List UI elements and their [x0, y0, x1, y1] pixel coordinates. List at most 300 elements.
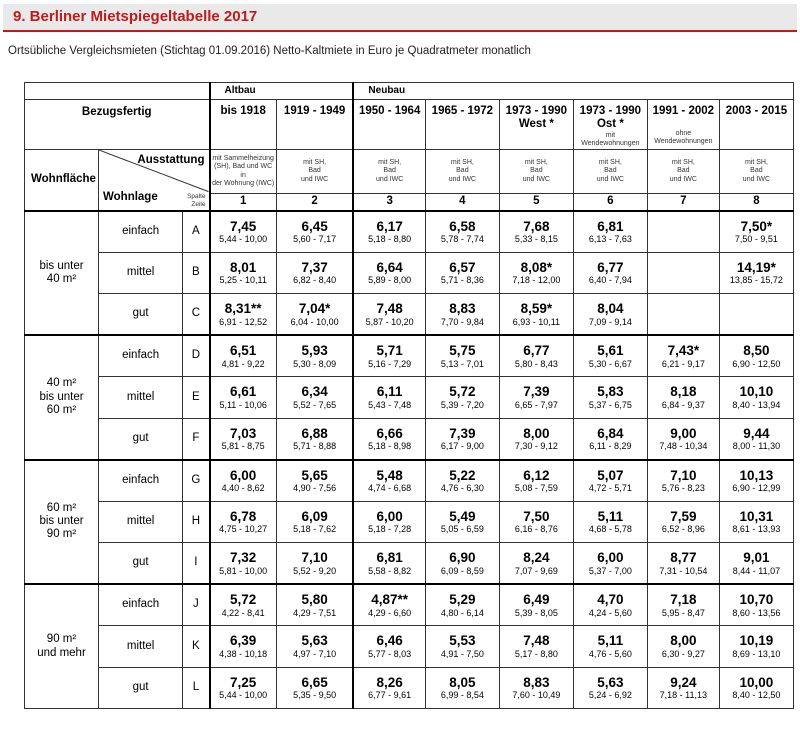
rent-value: 5,48 — [376, 467, 403, 483]
period-note: ohne Wendewohnungen — [654, 130, 713, 146]
rent-cell — [210, 211, 277, 253]
rent-cell — [499, 584, 573, 626]
table-row — [25, 501, 794, 543]
rent-cell — [353, 501, 425, 543]
altbau-header: Altbau — [210, 83, 354, 100]
rent-value: 7,68 — [523, 218, 550, 234]
rent-range: 5,17 - 8,80 — [514, 648, 558, 659]
column-number-2: 2 — [276, 194, 353, 211]
equipment-line: und IWC — [301, 175, 329, 183]
rent-range: 5,24 - 6,92 — [588, 690, 632, 701]
table-row — [25, 211, 794, 253]
rent-range: 5,11 - 10,06 — [219, 399, 267, 410]
rent-value: 10,00 — [739, 674, 774, 690]
table-row — [25, 377, 794, 419]
row-letter: K — [183, 626, 210, 668]
rent-value: 5,49 — [449, 508, 476, 524]
period-label: bis 1918 — [220, 105, 266, 117]
rent-range: 7,18 - 12,00 — [512, 275, 561, 286]
rent-value: 8,04 — [597, 301, 624, 317]
equipment-line: mit SH, — [744, 159, 768, 167]
rent-cell — [425, 543, 499, 585]
rent-cell — [573, 335, 647, 377]
rent-value: 8,05 — [449, 674, 476, 690]
rent-range: 6,91 - 12,52 — [219, 316, 268, 327]
area-line: 40 m² — [46, 272, 77, 285]
column-number-5: 5 — [499, 194, 573, 211]
row-letter: J — [183, 584, 210, 626]
rent-range: 7,31 - 10,54 — [659, 565, 708, 576]
rent-range: 13,85 - 15,72 — [729, 275, 783, 286]
rent-range: 6,77 - 9,61 — [368, 690, 412, 701]
rent-range: 6,13 - 7,63 — [588, 234, 632, 245]
rent-cell — [573, 377, 647, 419]
ausstattung-label: Ausstattung — [137, 154, 205, 166]
rent-cell — [719, 584, 793, 626]
title-bar — [3, 4, 797, 32]
wohnlage-cell: gut — [99, 667, 183, 709]
rent-cell — [719, 294, 793, 336]
rent-value: 10,31 — [739, 508, 774, 524]
row-letter: D — [183, 335, 210, 377]
rent-cell — [353, 252, 425, 294]
rent-cell — [276, 501, 353, 543]
rent-value: 7,03 — [230, 425, 257, 441]
rent-cell — [499, 211, 573, 253]
rent-cell — [719, 377, 793, 419]
rent-cell — [499, 335, 573, 377]
rent-value: 8,08* — [520, 259, 553, 275]
rent-range: 4,75 - 10,27 — [219, 524, 268, 535]
row-letter: E — [183, 377, 210, 419]
rent-range: 6,30 - 9,27 — [661, 648, 705, 659]
period-label: 2003 - 2015 — [725, 105, 788, 117]
table-row — [25, 543, 794, 585]
rent-value: 5,63 — [597, 674, 624, 690]
equipment-line: mit Sammelheizung — [212, 155, 274, 163]
rent-range: 6,90 - 12,50 — [732, 358, 781, 369]
equipment-header-6 — [573, 150, 647, 194]
rent-value: 6,17 — [376, 218, 403, 234]
rent-value: 8,31** — [224, 301, 262, 317]
period-header-8 — [719, 100, 793, 150]
rent-range: 5,39 - 7,20 — [440, 399, 484, 410]
rent-range: 6,21 - 9,17 — [661, 358, 705, 369]
header-row-periods — [25, 100, 794, 150]
rent-cell — [499, 460, 573, 502]
rent-cell — [276, 418, 353, 460]
rent-cell — [353, 626, 425, 668]
table-row — [25, 252, 794, 294]
rent-cell — [353, 543, 425, 585]
rent-range: 7,48 - 10,34 — [659, 441, 708, 452]
rent-cell — [425, 377, 499, 419]
header-row-groups — [25, 83, 794, 100]
zeile-label: Zeile — [191, 201, 206, 209]
rent-range: 5,35 - 9,50 — [293, 690, 337, 701]
rent-value: 5,80 — [301, 592, 328, 608]
rent-range: 4,74 - 6,68 — [368, 483, 412, 494]
corner-header-cell — [99, 150, 210, 211]
rent-cell — [499, 418, 573, 460]
rent-range: 5,18 - 8,98 — [368, 441, 412, 452]
rent-range: 6,93 - 10,11 — [512, 316, 561, 327]
rent-value: 9,01 — [743, 550, 770, 566]
rent-cell — [647, 543, 719, 585]
rent-range: 4,76 - 6,30 — [440, 483, 484, 494]
rent-cell — [425, 584, 499, 626]
rent-cell — [573, 252, 647, 294]
table-row — [25, 626, 794, 668]
rent-cell — [647, 252, 719, 294]
rent-cell — [647, 626, 719, 668]
column-number-7: 7 — [647, 194, 719, 211]
rent-cell — [210, 460, 277, 502]
rent-cell — [573, 543, 647, 585]
equipment-header-2 — [276, 150, 353, 194]
rent-cell — [353, 418, 425, 460]
rent-cell — [719, 252, 793, 294]
rent-cell — [647, 418, 719, 460]
equipment-line: mit SH, — [303, 159, 327, 167]
area-line: bis unter — [39, 259, 84, 272]
rent-value: 9,00 — [670, 425, 697, 441]
area-line: 60 m² — [46, 403, 77, 416]
equipment-line: mit SH, — [378, 159, 402, 167]
area-line: und mehr — [37, 646, 86, 659]
rent-range: 5,80 - 8,43 — [514, 358, 558, 369]
rent-cell — [647, 584, 719, 626]
rent-value: 7,48 — [523, 633, 550, 649]
rent-range: 4,40 - 8,62 — [221, 483, 265, 494]
rent-value: 8,83 — [449, 301, 476, 317]
equipment-header-7 — [647, 150, 719, 194]
rent-value: 7,59 — [670, 508, 697, 524]
rent-cell — [719, 543, 793, 585]
wohnlage-cell: einfach — [99, 460, 183, 502]
rent-range: 5,71 - 8,88 — [293, 441, 337, 452]
equipment-header-4 — [425, 150, 499, 194]
rent-range: 4,22 - 8,41 — [221, 607, 265, 618]
rent-value: 6,12 — [523, 467, 550, 483]
table-row — [25, 294, 794, 336]
rent-value: 6,09 — [301, 508, 328, 524]
rent-range: 5,16 - 7,29 — [368, 358, 412, 369]
equipment-line: Bad — [750, 167, 763, 175]
area-cell — [25, 460, 99, 585]
rent-range: 4,29 - 7,51 — [293, 607, 337, 618]
rent-value: 4,70 — [597, 592, 624, 608]
rent-cell — [719, 211, 793, 253]
column-number-3: 3 — [353, 194, 425, 211]
equipment-line: und IWC — [596, 175, 624, 183]
rent-range: 6,40 - 7,94 — [588, 275, 632, 286]
rent-range: 6,52 - 8,96 — [661, 524, 705, 535]
rent-range: 4,38 - 10,18 — [219, 648, 268, 659]
rent-cell — [353, 460, 425, 502]
rent-value: 9,24 — [670, 674, 697, 690]
rent-value: 8,26 — [376, 674, 403, 690]
rent-cell — [425, 501, 499, 543]
rent-range: 5,39 - 8,05 — [514, 607, 558, 618]
rent-cell — [353, 667, 425, 709]
period-header-1 — [210, 100, 277, 150]
rent-range: 5,87 - 10,20 — [365, 316, 414, 327]
rent-value: 6,81 — [376, 550, 403, 566]
row-letter: G — [183, 460, 210, 502]
rent-value: 5,72 — [449, 384, 476, 400]
rent-cell — [499, 501, 573, 543]
area-cell — [25, 584, 99, 709]
rent-cell — [647, 335, 719, 377]
rent-cell — [573, 501, 647, 543]
rent-value: 6,00 — [376, 508, 403, 524]
equipment-line: mit SH, — [450, 159, 474, 167]
rent-value: 6,11 — [376, 384, 403, 400]
table-row — [25, 584, 794, 626]
equipment-line: und IWC — [376, 175, 404, 183]
rent-cell — [425, 418, 499, 460]
period-sub-label: Ost * — [596, 118, 624, 131]
rent-value: 5,63 — [301, 633, 328, 649]
row-letter: B — [183, 252, 210, 294]
rent-cell — [425, 626, 499, 668]
rent-range: 5,58 - 8,82 — [368, 565, 412, 576]
rent-cell — [719, 667, 793, 709]
rent-range: 5,95 - 8,47 — [661, 607, 705, 618]
rent-value: 5,22 — [449, 467, 476, 483]
rent-cell — [276, 211, 353, 253]
rent-range: 5,37 - 7,00 — [588, 565, 632, 576]
rent-range: 5,13 - 7,01 — [440, 358, 484, 369]
period-note: mit Wendewohnungen — [581, 132, 640, 148]
rent-value: 7,10 — [301, 550, 328, 566]
rent-range: 6,84 - 9,37 — [661, 399, 705, 410]
rent-cell — [499, 543, 573, 585]
rent-range: 8,69 - 13,10 — [732, 648, 781, 659]
rent-range: 6,16 - 8,76 — [514, 524, 558, 535]
rent-value: 5,11 — [597, 633, 624, 649]
rent-value: 7,18 — [670, 592, 697, 608]
equipment-line: Bad — [383, 167, 396, 175]
rent-cell — [210, 377, 277, 419]
equipment-line: und IWC — [522, 175, 550, 183]
rent-range: 6,17 - 9,00 — [440, 441, 484, 452]
area-cell — [25, 335, 99, 460]
rent-cell — [719, 460, 793, 502]
equipment-line: Bad — [604, 167, 617, 175]
row-letter: A — [183, 211, 210, 253]
rent-range: 6,82 - 8,40 — [293, 275, 337, 286]
rent-cell — [573, 211, 647, 253]
rent-cell — [647, 377, 719, 419]
equipment-header-3 — [353, 150, 425, 194]
rent-cell — [499, 294, 573, 336]
row-letter: L — [183, 667, 210, 709]
rent-range: 5,52 - 7,65 — [293, 399, 337, 410]
wohnlage-cell: einfach — [99, 335, 183, 377]
rent-value: 7,25 — [230, 674, 257, 690]
period-header-2 — [276, 100, 353, 150]
rent-value: 8,01 — [230, 259, 257, 275]
equipment-line: mit SH, — [524, 159, 548, 167]
rent-range: 8,40 - 13,94 — [732, 399, 781, 410]
rent-cell — [573, 460, 647, 502]
rent-cell — [425, 667, 499, 709]
rent-cell — [573, 294, 647, 336]
rent-value: 14,19* — [736, 259, 776, 275]
rent-range: 4,29 - 6,60 — [368, 607, 412, 618]
period-sub-label: West * — [518, 118, 554, 131]
table-row — [25, 335, 794, 377]
rent-range: 5,44 - 10,00 — [219, 234, 268, 245]
rent-range: 6,90 - 12,99 — [732, 483, 781, 494]
rent-range: 6,04 - 10,00 — [290, 316, 339, 327]
rent-range: 5,81 - 8,75 — [221, 441, 265, 452]
rent-value: 6,78 — [230, 508, 257, 524]
rent-range: 5,18 - 7,28 — [368, 524, 412, 535]
equipment-line: mit SH, — [598, 159, 622, 167]
wohnflaeche-label: Wohnfläche — [25, 150, 99, 211]
rent-cell — [353, 584, 425, 626]
rent-range: 6,65 - 7,97 — [514, 399, 558, 410]
rent-value: 6,65 — [301, 674, 328, 690]
period-label: 1991 - 2002 — [652, 105, 715, 117]
table-body — [25, 83, 794, 709]
period-label: 1973 - 1990 — [505, 105, 568, 117]
rent-value: 6,39 — [230, 633, 257, 649]
rent-range: 5,81 - 10,00 — [219, 565, 268, 576]
wohnlage-cell: gut — [99, 418, 183, 460]
rent-cell — [573, 626, 647, 668]
rent-range: 8,00 - 11,30 — [732, 441, 781, 452]
rent-cell — [499, 377, 573, 419]
rent-cell — [573, 667, 647, 709]
rent-cell — [647, 211, 719, 253]
rent-value: 5,83 — [597, 384, 624, 400]
period-header-3 — [353, 100, 425, 150]
rent-cell — [210, 418, 277, 460]
table-row — [25, 460, 794, 502]
equipment-line: mit SH, — [671, 159, 695, 167]
rent-value: 7,45 — [230, 218, 257, 234]
rent-range: 4,72 - 5,71 — [588, 483, 632, 494]
rent-value: 6,81 — [597, 218, 624, 234]
wohnlage-cell: einfach — [99, 211, 183, 253]
header-row-equipment — [25, 150, 794, 194]
rent-value: 8,24 — [523, 550, 550, 566]
rent-range: 4,24 - 5,60 — [588, 607, 632, 618]
rent-range: 8,44 - 11,07 — [732, 565, 781, 576]
rent-value: 9,44 — [743, 425, 770, 441]
area-line: bis unter — [39, 515, 84, 528]
rent-range: 5,44 - 10,00 — [219, 690, 268, 701]
rent-range: 5,37 - 6,75 — [588, 399, 632, 410]
rent-value: 10,19 — [739, 633, 774, 649]
rent-range: 7,09 - 9,14 — [588, 316, 632, 327]
rent-cell — [276, 294, 353, 336]
equipment-line: Bad — [530, 167, 543, 175]
wohnlage-cell: gut — [99, 294, 183, 336]
area-line: 40 m² — [46, 377, 77, 390]
rent-range: 5,77 - 8,03 — [368, 648, 412, 659]
rent-range: 4,97 - 7,10 — [293, 648, 337, 659]
period-header-5 — [499, 100, 573, 150]
rent-range: 5,30 - 6,67 — [588, 358, 632, 369]
rent-range: 8,61 - 13,93 — [732, 524, 781, 535]
rent-value: 6,77 — [523, 343, 550, 359]
rent-value: 6,77 — [597, 259, 624, 275]
period-header-7 — [647, 100, 719, 150]
rent-cell — [210, 252, 277, 294]
rent-value: 6,00 — [230, 467, 257, 483]
wohnlage-cell: mittel — [99, 377, 183, 419]
rent-value: 5,53 — [449, 633, 476, 649]
rent-cell — [210, 335, 277, 377]
rent-value: 5,75 — [449, 343, 476, 359]
rent-range: 6,11 - 8,29 — [589, 441, 632, 452]
page-title: 9. Berliner Mietspiegeltabelle 2017 — [13, 8, 258, 25]
page-subtitle: Ortsübliche Vergleichsmieten (Stichtag 01.09.2016) Netto-Kaltmiete in Euro je Quadratmeter monatlich — [8, 45, 531, 57]
rent-value: 4,87** — [371, 592, 409, 608]
equipment-line: der Wohnung (IWC) — [212, 179, 275, 187]
wohnlage-cell: einfach — [99, 584, 183, 626]
rent-cell — [353, 335, 425, 377]
rent-cell — [499, 667, 573, 709]
rent-cell — [425, 460, 499, 502]
spalte-label: Spalte — [187, 193, 206, 201]
rent-cell — [276, 335, 353, 377]
rent-value: 6,57 — [449, 259, 476, 275]
rent-cell — [719, 335, 793, 377]
rent-value: 6,00 — [597, 550, 624, 566]
rent-range: 4,90 - 7,56 — [293, 483, 337, 494]
wohnlage-cell: mittel — [99, 252, 183, 294]
period-label: 1919 - 1949 — [283, 105, 346, 117]
equipment-header-8 — [719, 150, 793, 194]
rent-value: 7,50 — [523, 508, 550, 524]
rent-cell — [210, 501, 277, 543]
rent-cell — [276, 377, 353, 419]
rent-cell — [499, 252, 573, 294]
row-letter: F — [183, 418, 210, 460]
rent-cell — [210, 294, 277, 336]
rent-range: 5,33 - 8,15 — [514, 234, 558, 245]
rent-value: 8,83 — [523, 674, 550, 690]
rent-range: 4,76 - 5,60 — [588, 648, 632, 659]
column-number-8: 8 — [719, 194, 793, 211]
rent-value: 6,66 — [376, 425, 403, 441]
rent-range: 7,07 - 9,69 — [514, 565, 558, 576]
rent-cell — [573, 584, 647, 626]
rent-value: 8,50 — [743, 343, 770, 359]
rent-value: 5,65 — [301, 467, 328, 483]
rent-range: 5,43 - 7,48 — [368, 399, 412, 410]
rent-range: 8,60 - 13,56 — [732, 607, 781, 618]
rent-range: 4,68 - 5,78 — [588, 524, 632, 535]
rent-value: 7,39 — [523, 384, 550, 400]
rent-cell — [719, 418, 793, 460]
rent-range: 7,18 - 11,13 — [659, 690, 708, 701]
equipment-line: und IWC — [669, 175, 697, 183]
rent-range: 7,50 - 9,51 — [734, 234, 778, 245]
rent-value: 6,58 — [449, 218, 476, 234]
wohnlage-cell: gut — [99, 543, 183, 585]
rent-value: 6,49 — [523, 592, 550, 608]
rent-value: 5,11 — [597, 508, 624, 524]
period-label: 1973 - 1990 — [579, 105, 642, 117]
equipment-line: Bad — [456, 167, 469, 175]
